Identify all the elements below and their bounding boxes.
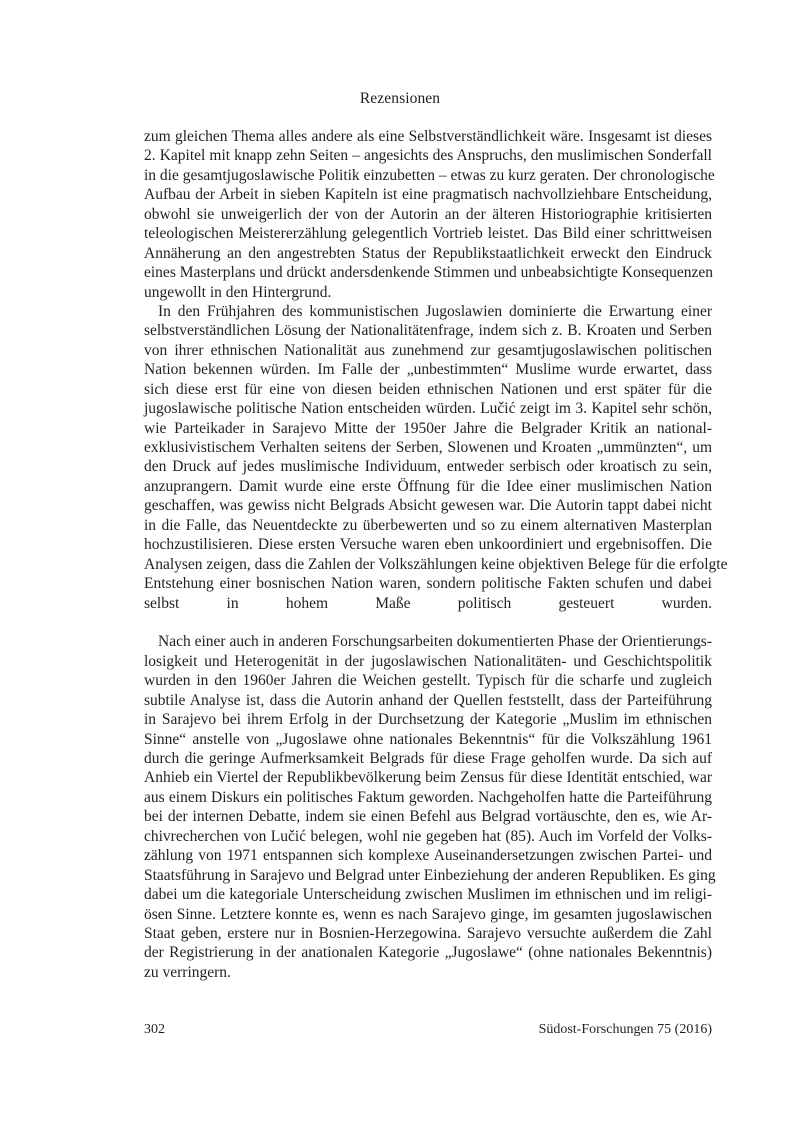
text-line: exklusivistischem Verhalten seitens der Serben, Slowenen und Kroaten „ummünzten“, um [144, 439, 712, 456]
paragraph [144, 302, 728, 632]
text-line: zum gleichen Thema alles andere als eine Selbstverständlichkeit wäre. Insgesamt ist dieses [144, 128, 712, 145]
text-line: teleologischen Meistererzählung gelegentlich Vortrieb leistet. Das Bild einer schrittweisen [144, 225, 712, 243]
body-text [144, 127, 728, 982]
text-line: geschaffen, was gewiss nicht Belgrads Absicht gewesen war. Die Autorin tappt dabei nicht [144, 497, 712, 515]
text-line: jugoslawische politische Nation entscheiden würden. Lučić zeigt im 3. Kapitel sehr schön, [144, 400, 712, 418]
text-line: Entstehung einer bosnischen Nation waren, sondern politische Fakten schufen und dabei [144, 575, 712, 593]
text-line: den Druck auf jedes muslimische Individuum, entweder serbisch oder kroatisch zu sein, [144, 458, 712, 476]
text-line: durch die geringe Aufmerksamkeit Belgrads für diese Frage geholfen wurde. Da sich auf [144, 750, 712, 767]
text-line: hochzustilisieren. Diese ersten Versuche waren eben unkoordiniert und ergebnisoffen. Die [144, 536, 712, 554]
text-line: Annäherung an den angestrebten Status der Republikstaatlichkeit erweckt den Eindruck [144, 244, 712, 262]
text-line: losigkeit und Heterogenität in der jugoslawischen Nationalitäten- und Geschichtspolitik [144, 652, 712, 670]
text-line: Analysen zeigen, dass die Zahlen der Volkszählungen keine objektiven Belege für die erfolgte [144, 555, 728, 573]
text-line: der Registrierung in der anationalen Kategorie „Jugoslawe“ (ohne nationales Bekenntnis) [144, 944, 712, 962]
text-line: dabei um die kategoriale Unterscheidung zwischen Muslimen im ethnischen und im religi- [144, 886, 712, 904]
text-line: In den Frühjahren des kommunistischen Jugoslawien dominierte die Erwartung einer [158, 302, 712, 320]
text-line: sich diese erst für eine von diesen beiden ethnischen Nationen und erst später für die [144, 380, 712, 398]
text-line: wurden in den 1960er Jahren die Weichen gestellt. Typisch für die scharfe und zugleich [144, 672, 712, 690]
text-line: selbst in hohem Maße politisch gesteuert wurden. [144, 594, 712, 612]
text-line: in Sarajevo bei ihrem Erfolg in der Durchsetzung der Kategorie „Muslim im ethnischen [144, 711, 712, 729]
text-line: chivrecherchen von Lučić belegen, wohl nie gegeben hat (85). Auch im Vorfeld der Volks- [144, 827, 712, 845]
text-line: ösen Sinne. Letztere konnte es, wenn es nach Sarajevo ginge, im gesamten jugoslawischen [144, 905, 712, 923]
text-line: wie Parteikader in Sarajevo Mitte der 1950er Jahre die Belgrader Kritik an national- [144, 419, 712, 437]
text-line: subtile Analyse ist, dass die Autorin anhand der Quellen feststellt, dass der Parteiführung [144, 691, 712, 709]
page-number: 302 [144, 1022, 165, 1037]
text-line: selbstverständlichen Lösung der Nationalitätenfrage, indem sich z. B. Kroaten und Serben [144, 322, 712, 340]
text-line: 2. Kapitel mit knapp zehn Seiten – angesichts des Anspruchs, den muslimischen Sonderfall [144, 147, 712, 165]
text-line: zu verringern. [144, 963, 231, 981]
text-line [144, 613, 712, 632]
text-line: Aufbau der Arbeit in sieben Kapiteln ist eine pragmatisch nachvollziehbare Entscheidung, [144, 186, 712, 204]
text-line: Nach einer auch in anderen Forschungsarbeiten dokumentierten Phase der Orientierungs- [158, 633, 712, 651]
text-line: von ihrer ethnischen Nationalität aus zunehmend zur gesamtjugoslawischen politischen [144, 341, 712, 359]
text-line: aus einem Diskurs ein politisches Faktum geworden. Nachgeholfen hatte die Parteiführung [144, 788, 712, 806]
journal-citation: Südost-Forschungen 75 (2016) [538, 1022, 712, 1037]
running-header: Rezensionen [359, 90, 441, 107]
text-line: Sinne“ anstelle von „Jugoslawe ohne nationales Bekenntnis“ für die Volkszählung 1961 [144, 730, 712, 748]
text-line: Anhieb ein Viertel der Republikbevölkerung beim Zensus für diese Identität entschied, war [144, 769, 712, 787]
text-line: zählung von 1971 entspannen sich komplexe Auseinandersetzungen zwischen Partei- und [144, 847, 712, 865]
text-line: Nation bekennen würden. Im Falle der „unbestimmten“ Muslime wurde erwartet, dass [144, 361, 712, 379]
text-line: Staat geben, erstere nur in Bosnien-Herzegowina. Sarajevo versuchte außerdem die Zahl [144, 924, 712, 942]
text-line: Staatsführung in Sarajevo und Belgrad unter Einbeziehung der anderen Republiken. Es ging [144, 866, 716, 884]
text-line: bei der internen Debatte, indem sie einen Befehl aus Belgrad vortäuschte, den es, wie Ar- [144, 808, 712, 826]
text-line: eines Masterplans und drückt andersdenkende Stimmen und unbeabsichtigte Konsequenzen [144, 264, 714, 282]
paragraph [144, 632, 716, 982]
text-line: obwohl sie unweigerlich der von der Autorin an der älteren Historiographie kritisierten [144, 205, 712, 223]
text-line: in die Falle, das Neuentdeckte zu überbewerten und so zu einem alternativen Masterplan [144, 516, 712, 534]
text-line: in die gesamtjugoslawische Politik einzubetten – etwas zu kurz geraten. Der chronologische [144, 166, 715, 184]
text-line: anzuprangern. Damit wurde eine erste Öffnung für die Idee einer muslimischen Nation [144, 477, 712, 495]
text-line: ungewollt in den Hintergrund. [144, 283, 332, 301]
paragraph [144, 127, 715, 302]
